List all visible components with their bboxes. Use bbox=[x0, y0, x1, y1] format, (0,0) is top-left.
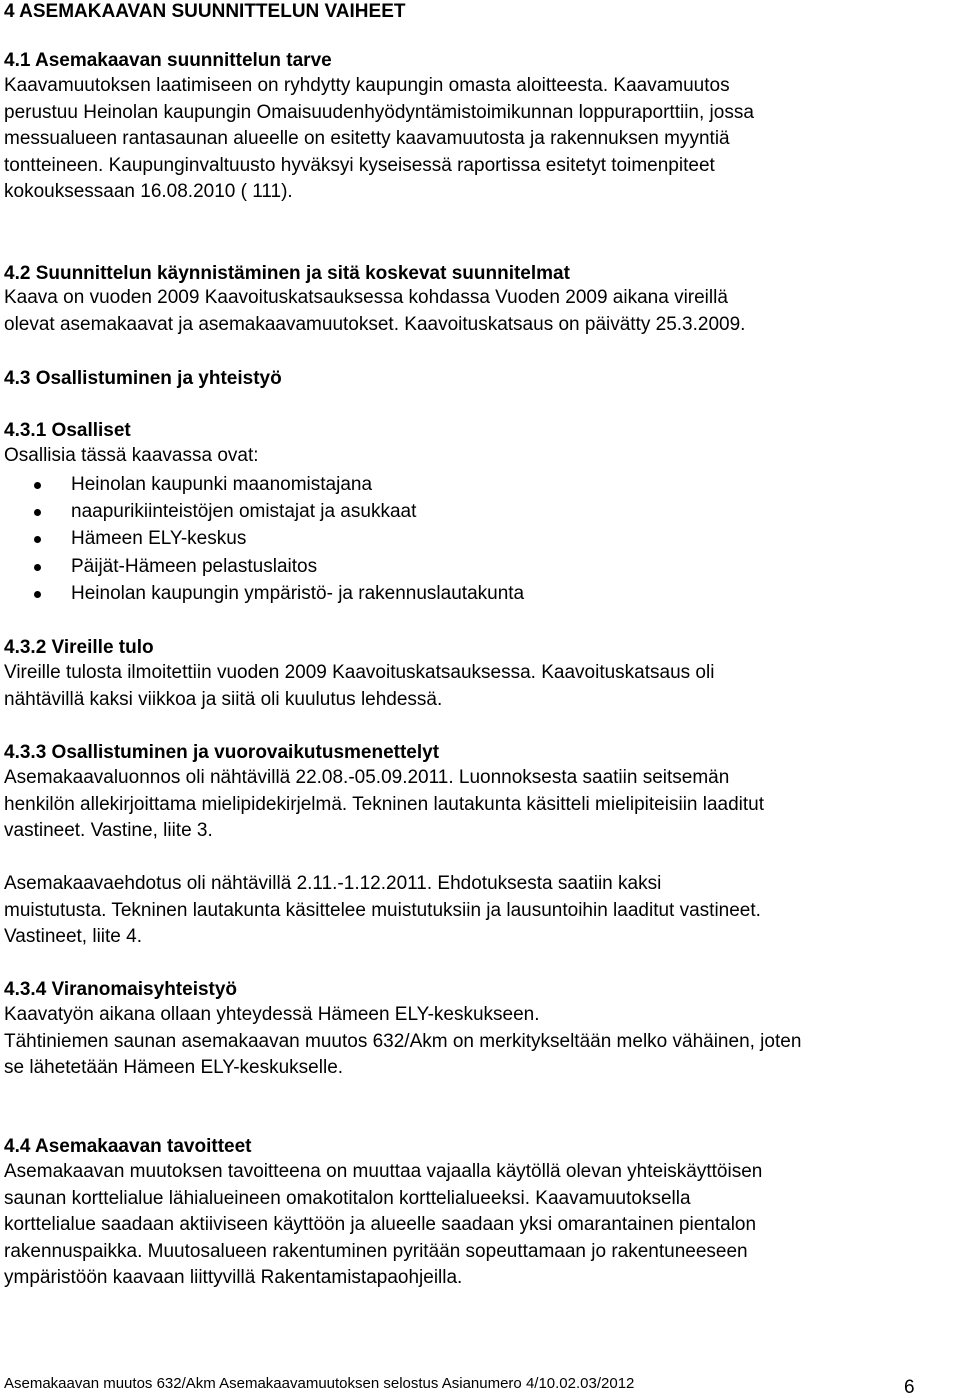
section-4-4-heading: 4.4 Asemakaavan tavoitteet bbox=[4, 1136, 252, 1157]
text-line: Kaavatyön aikana ollaan yhteydessä Hämeen ELY-keskukseen. bbox=[4, 1004, 540, 1025]
bullet-icon bbox=[34, 482, 41, 489]
text-line: Asemakaavan muutoksen tavoitteena on muuttaa vajaalla käytöllä olevan yhteiskäyttöisen bbox=[4, 1161, 763, 1182]
section-4-3-3-paragraph-2 bbox=[4, 871, 960, 951]
list-item bbox=[4, 498, 524, 525]
section-4-2-paragraph bbox=[4, 285, 960, 338]
text-line: vastineet. Vastine, liite 3. bbox=[4, 820, 213, 842]
section-4-3-3-heading: 4.3.3 Osallistuminen ja vuorovaikutusmenettelyt bbox=[4, 742, 440, 763]
document-title: 4 ASEMAKAAVAN SUUNNITTELUN VAIHEET bbox=[4, 1, 406, 22]
section-4-1-paragraph bbox=[4, 73, 960, 206]
text-line: tontteineen. Kaupunginvaltuusto hyväksyi kyseisessä raportissa esitetyt toimenpiteet bbox=[4, 154, 715, 176]
section-4-3-1-intro: Osallisia tässä kaavassa ovat: bbox=[4, 445, 259, 466]
bullet-icon bbox=[34, 564, 41, 571]
text-line: Asemakaavaluonnos oli nähtävillä 22.08.-05.09.2011. Luonnoksesta saatiin seitsemän bbox=[4, 767, 730, 788]
text-line: Vireille tulosta ilmoitettiin vuoden 2009 Kaavoituskatsauksessa. Kaavoituskatsaus oli bbox=[4, 662, 715, 683]
list-item bbox=[4, 525, 524, 552]
section-4-3-3-paragraph-1 bbox=[4, 765, 960, 845]
section-4-3-4-heading: 4.3.4 Viranomaisyhteistyö bbox=[4, 979, 238, 1000]
list-item-text: naapurikiinteistöjen omistajat ja asukkaat bbox=[71, 501, 417, 523]
text-line: Asemakaavaehdotus oli nähtävillä 2.11.-1.12.2011. Ehdotuksesta saatiin kaksi bbox=[4, 873, 662, 894]
list-item bbox=[4, 580, 524, 607]
section-4-3-1-heading: 4.3.1 Osalliset bbox=[4, 420, 131, 441]
section-4-4-paragraph bbox=[4, 1159, 960, 1292]
text-line: messualueen rantasaunan alueelle on esitetty kaavamuutosta ja rakennuksen myyntiä bbox=[4, 128, 730, 150]
text-line: se lähetetään Hämeen ELY-keskukselle. bbox=[4, 1057, 344, 1079]
section-4-1-heading: 4.1 Asemakaavan suunnittelun tarve bbox=[4, 50, 332, 71]
list-item-text: Heinolan kaupunki maanomistajana bbox=[71, 474, 373, 495]
text-line: olevat asemakaavat ja asemakaavamuutokset. Kaavoituskatsaus on päivätty 25.3.2009. bbox=[4, 313, 746, 335]
section-4-3-2-heading: 4.3.2 Vireille tulo bbox=[4, 637, 154, 658]
text-line: Vastineet, liite 4. bbox=[4, 926, 143, 948]
section-4-3-2-paragraph bbox=[4, 660, 960, 713]
text-line: Tähtiniemen saunan asemakaavan muutos 632/Akm on merkitykseltään melko vähäinen, joten bbox=[4, 1030, 802, 1052]
text-line: ympäristöön kaavaan liittyvillä Rakentamistapaohjeilla. bbox=[4, 1267, 463, 1289]
list-item-text: Heinolan kaupungin ympäristö- ja rakennuslautakunta bbox=[71, 582, 525, 604]
bullet-icon bbox=[34, 536, 41, 543]
section-4-3-heading: 4.3 Osallistuminen ja yhteistyö bbox=[4, 368, 282, 389]
text-line: muistutusta. Tekninen lautakunta käsittelee muistutuksiin ja lausuntoihin laaditut vastineet. bbox=[4, 899, 761, 921]
list-item-text: Päijät-Hämeen pelastuslaitos bbox=[71, 555, 318, 577]
text-line: saunan korttelialue lähialueineen omakotitalon korttelialueeksi. Kaavamuutoksella bbox=[4, 1187, 691, 1209]
page-number: 6 bbox=[904, 1377, 915, 1398]
section-4-2-heading: 4.2 Suunnittelun käynnistäminen ja sitä koskevat suunnitelmat bbox=[4, 263, 570, 284]
text-line: kokouksessaan 16.08.2010 ( 111). bbox=[4, 181, 293, 203]
bullet-icon bbox=[34, 509, 41, 516]
bullet-icon bbox=[34, 591, 41, 598]
text-line: korttelialue saadaan aktiiviseen käyttöön ja alueelle saadaan yksi omarantainen pientalon bbox=[4, 1214, 757, 1236]
list-item bbox=[4, 471, 524, 498]
page-footer: Asemakaavan muutos 632/Akm Asemakaavamuutoksen selostus Asianumero 4/10.02.03/2012 bbox=[4, 1375, 635, 1392]
section-4-3-4-paragraph bbox=[4, 1002, 960, 1082]
text-line: perustuu Heinolan kaupungin Omaisuudenhyödyntämistoimikunnan loppuraporttiin, jossa bbox=[4, 101, 754, 123]
text-line: Kaavamuutoksen laatimiseen on ryhdytty kaupungin omasta aloitteesta. Kaavamuutos bbox=[4, 75, 730, 96]
list-item bbox=[4, 553, 524, 580]
text-line: Kaava on vuoden 2009 Kaavoituskatsauksessa kohdassa Vuoden 2009 aikana vireillä bbox=[4, 287, 728, 308]
list-item-text: Hämeen ELY-keskus bbox=[71, 528, 247, 550]
text-line: nähtävillä kaksi viikkoa ja siitä oli kuulutus lehdessä. bbox=[4, 688, 443, 710]
text-line: rakennuspaikka. Muutosalueen rakentuminen pyritään sopeuttamaan jo rakentuneeseen bbox=[4, 1240, 748, 1262]
stakeholder-list bbox=[4, 471, 524, 607]
text-line: henkilön allekirjoittama mielipidekirjelmä. Tekninen lautakunta käsitteli mielipiteisiin laaditut bbox=[4, 793, 765, 815]
